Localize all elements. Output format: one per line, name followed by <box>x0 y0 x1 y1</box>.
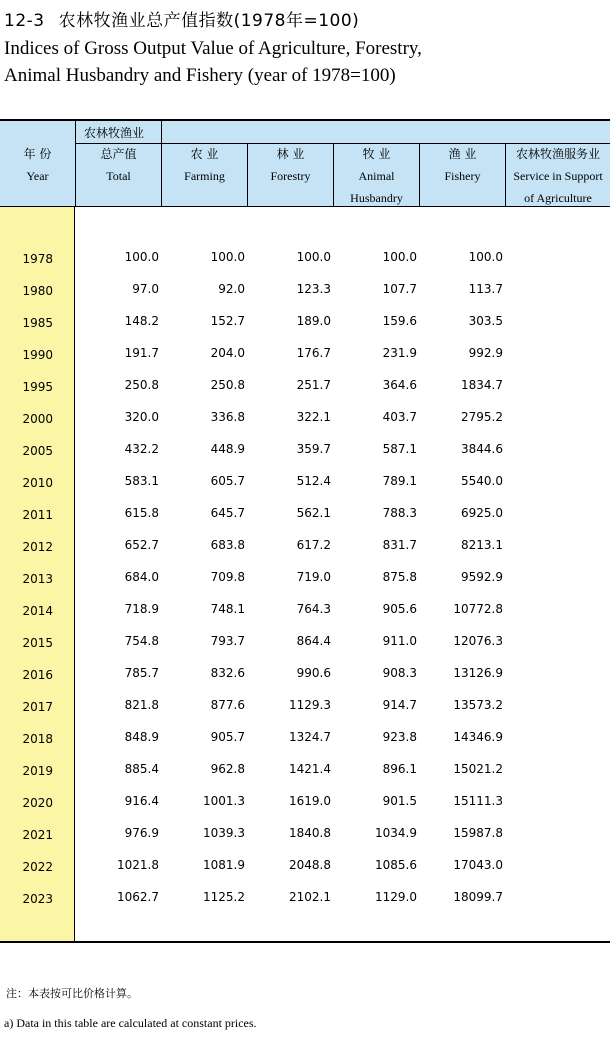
cell-farming: 100.0 <box>210 250 245 264</box>
cell-fishery: 113.7 <box>468 282 503 296</box>
cell-farming: 1039.3 <box>203 826 245 840</box>
table-number: 12-3 <box>4 11 45 31</box>
cell-fishery: 17043.0 <box>453 858 503 872</box>
cell-forestry: 1619.0 <box>289 794 331 808</box>
cell-forestry: 512.4 <box>296 474 331 488</box>
cell-forestry: 1421.4 <box>289 762 331 776</box>
cell-fishery: 15987.8 <box>453 826 503 840</box>
cell-farming: 832.6 <box>210 666 245 680</box>
cell-year: 1995 <box>22 380 53 394</box>
cell-animal-husbandry: 831.7 <box>382 538 417 552</box>
cell-total: 100.0 <box>124 250 159 264</box>
cell-forestry: 617.2 <box>296 538 331 552</box>
table-row <box>0 567 610 599</box>
cell-farming: 152.7 <box>210 314 245 328</box>
cell-animal-husbandry: 788.3 <box>382 506 417 520</box>
cell-year: 2023 <box>22 892 53 906</box>
cell-forestry: 990.6 <box>296 666 331 680</box>
cell-animal-husbandry: 107.7 <box>382 282 417 296</box>
header-total-cn: 总产值 <box>100 147 137 161</box>
header-year-en: Year <box>26 169 49 183</box>
cell-farming: 748.1 <box>210 602 245 616</box>
cell-fishery: 2795.2 <box>461 410 503 424</box>
cell-year: 2022 <box>22 860 53 874</box>
table-row <box>0 375 610 407</box>
header-animal-en2: Husbandry <box>350 191 403 205</box>
cell-fishery: 10772.8 <box>453 602 503 616</box>
cell-forestry: 359.7 <box>296 442 331 456</box>
cell-forestry: 100.0 <box>296 250 331 264</box>
cell-total: 615.8 <box>124 506 159 520</box>
header-service-en2: of Agriculture <box>524 191 592 205</box>
cell-year: 1980 <box>22 284 53 298</box>
cell-forestry: 764.3 <box>296 602 331 616</box>
cell-farming: 92.0 <box>218 282 245 296</box>
cell-animal-husbandry: 159.6 <box>382 314 417 328</box>
cell-year: 2015 <box>22 636 53 650</box>
table-row <box>0 791 610 823</box>
table-row <box>0 535 610 567</box>
header-total <box>76 121 162 207</box>
table-row <box>0 407 610 439</box>
cell-total: 848.9 <box>124 730 159 744</box>
cell-animal-husbandry: 905.6 <box>382 602 417 616</box>
cell-fishery: 8213.1 <box>461 538 503 552</box>
table-row <box>0 631 610 663</box>
cell-year: 2013 <box>22 572 53 586</box>
cell-animal-husbandry: 875.8 <box>382 570 417 584</box>
header-total-en: Total <box>106 169 131 183</box>
table-row <box>0 855 610 887</box>
cell-year: 2011 <box>22 508 53 522</box>
cell-farming: 1081.9 <box>203 858 245 872</box>
cell-total: 432.2 <box>124 442 159 456</box>
cell-fishery: 15111.3 <box>453 794 503 808</box>
cell-total: 1062.7 <box>117 890 159 904</box>
cell-year: 2021 <box>22 828 53 842</box>
cell-fishery: 13573.2 <box>453 698 503 712</box>
cell-animal-husbandry: 403.7 <box>382 410 417 424</box>
table-row <box>0 343 610 375</box>
header-service <box>506 143 610 207</box>
cell-animal-husbandry: 1129.0 <box>375 890 417 904</box>
cell-fishery: 100.0 <box>468 250 503 264</box>
cell-total: 583.1 <box>124 474 159 488</box>
note-cn: 注：本表按可比价格计算。 <box>6 987 138 1000</box>
header-forestry <box>248 143 334 207</box>
table-row <box>0 503 610 535</box>
table-row <box>0 471 610 503</box>
table-row <box>0 759 610 791</box>
cell-total: 821.8 <box>124 698 159 712</box>
header-service-cn: 农林牧渔服务业 <box>515 147 600 161</box>
header-fishery <box>420 143 506 207</box>
header-farming-en: Farming <box>184 169 225 183</box>
cell-forestry: 719.0 <box>296 570 331 584</box>
cell-forestry: 251.7 <box>296 378 331 392</box>
cell-farming: 1001.3 <box>203 794 245 808</box>
cell-total: 885.4 <box>124 762 159 776</box>
cell-total: 976.9 <box>124 826 159 840</box>
cell-total: 97.0 <box>132 282 159 296</box>
cell-total: 1021.8 <box>117 858 159 872</box>
cell-total: 754.8 <box>124 634 159 648</box>
cell-total: 684.0 <box>124 570 159 584</box>
cell-fishery: 303.5 <box>468 314 503 328</box>
cell-total: 250.8 <box>124 378 159 392</box>
header-animal <box>334 143 420 207</box>
cell-year: 2012 <box>22 540 53 554</box>
cell-forestry: 1324.7 <box>289 730 331 744</box>
table-header <box>0 119 610 207</box>
cell-animal-husbandry: 789.1 <box>382 474 417 488</box>
table-row <box>0 439 610 471</box>
cell-farming: 793.7 <box>210 634 245 648</box>
cell-animal-husbandry: 908.3 <box>382 666 417 680</box>
table-bottom-rule <box>0 941 610 943</box>
cell-farming: 877.6 <box>210 698 245 712</box>
cell-total: 785.7 <box>124 666 159 680</box>
cell-fishery: 992.9 <box>468 346 503 360</box>
cell-year: 1978 <box>22 252 53 266</box>
cell-year: 2016 <box>22 668 53 682</box>
cell-fishery: 15021.2 <box>453 762 503 776</box>
table-row <box>0 823 610 855</box>
table-row <box>0 247 610 279</box>
cell-farming: 1125.2 <box>203 890 245 904</box>
cell-total: 320.0 <box>124 410 159 424</box>
cell-animal-husbandry: 923.8 <box>382 730 417 744</box>
cell-fishery: 9592.9 <box>461 570 503 584</box>
cell-animal-husbandry: 364.6 <box>382 378 417 392</box>
note-en: a) Data in this table are calculated at constant prices. <box>4 1016 257 1030</box>
header-fishery-cn: 渔 业 <box>448 147 477 161</box>
cell-forestry: 2048.8 <box>289 858 331 872</box>
cell-total: 916.4 <box>124 794 159 808</box>
table-row <box>0 727 610 759</box>
table-row <box>0 599 610 631</box>
cell-forestry: 864.4 <box>296 634 331 648</box>
cell-year: 2018 <box>22 732 53 746</box>
cell-year: 2010 <box>22 476 53 490</box>
cell-forestry: 189.0 <box>296 314 331 328</box>
table-row <box>0 887 610 919</box>
cell-year: 2000 <box>22 412 53 426</box>
cell-fishery: 12076.3 <box>453 634 503 648</box>
cell-farming: 204.0 <box>210 346 245 360</box>
cell-farming: 336.8 <box>210 410 245 424</box>
cell-fishery: 5540.0 <box>461 474 503 488</box>
cell-fishery: 1834.7 <box>461 378 503 392</box>
cell-animal-husbandry: 587.1 <box>382 442 417 456</box>
cell-total: 148.2 <box>124 314 159 328</box>
cell-year: 1985 <box>22 316 53 330</box>
cell-forestry: 2102.1 <box>289 890 331 904</box>
cell-year: 2019 <box>22 764 53 778</box>
cell-year: 2014 <box>22 604 53 618</box>
header-group-cn: 农林牧渔业 <box>84 126 145 140</box>
cell-animal-husbandry: 100.0 <box>382 250 417 264</box>
table-row <box>0 311 610 343</box>
cell-animal-husbandry: 901.5 <box>382 794 417 808</box>
cell-year: 2017 <box>22 700 53 714</box>
cell-forestry: 176.7 <box>296 346 331 360</box>
cell-forestry: 123.3 <box>296 282 331 296</box>
cell-farming: 683.8 <box>210 538 245 552</box>
cell-forestry: 1840.8 <box>289 826 331 840</box>
cell-animal-husbandry: 1034.9 <box>375 826 417 840</box>
title-cn-text: 农林牧渔业总产值指数(1978年=100) <box>58 11 360 31</box>
header-service-en1: Service in Support <box>513 169 603 183</box>
cell-farming: 605.7 <box>210 474 245 488</box>
cell-animal-husbandry: 1085.6 <box>375 858 417 872</box>
cell-fishery: 18099.7 <box>453 890 503 904</box>
cell-fishery: 6925.0 <box>461 506 503 520</box>
cell-farming: 905.7 <box>210 730 245 744</box>
header-fishery-en: Fishery <box>444 169 481 183</box>
table-row <box>0 663 610 695</box>
header-forestry-cn: 林 业 <box>276 147 305 161</box>
cell-animal-husbandry: 231.9 <box>382 346 417 360</box>
cell-year: 2005 <box>22 444 53 458</box>
cell-year: 1990 <box>22 348 53 362</box>
header-year <box>0 121 76 207</box>
header-farming <box>162 143 248 207</box>
header-forestry-en: Forestry <box>270 169 311 183</box>
table-row <box>0 695 610 727</box>
cell-farming: 448.9 <box>210 442 245 456</box>
header-animal-en1: Animal <box>358 169 395 183</box>
cell-animal-husbandry: 911.0 <box>382 634 417 648</box>
cell-fishery: 13126.9 <box>453 666 503 680</box>
cell-forestry: 1129.3 <box>289 698 331 712</box>
table-title-cn <box>4 6 359 31</box>
cell-animal-husbandry: 914.7 <box>382 698 417 712</box>
cell-year: 2020 <box>22 796 53 810</box>
cell-fishery: 3844.6 <box>461 442 503 456</box>
cell-total: 652.7 <box>124 538 159 552</box>
cell-farming: 962.8 <box>210 762 245 776</box>
cell-animal-husbandry: 896.1 <box>382 762 417 776</box>
table-title-en-line1: Indices of Gross Output Value of Agriculture, Forestry, <box>4 38 422 59</box>
cell-total: 191.7 <box>124 346 159 360</box>
cell-farming: 250.8 <box>210 378 245 392</box>
table-title-en-line2: Animal Husbandry and Fishery (year of 1978=100) <box>4 65 396 86</box>
cell-forestry: 562.1 <box>296 506 331 520</box>
cell-fishery: 14346.9 <box>453 730 503 744</box>
table-row <box>0 279 610 311</box>
cell-total: 718.9 <box>124 602 159 616</box>
header-year-cn: 年 份 <box>23 147 52 161</box>
cell-farming: 709.8 <box>210 570 245 584</box>
header-farming-cn: 农 业 <box>190 147 219 161</box>
header-animal-cn: 牧 业 <box>362 147 391 161</box>
cell-forestry: 322.1 <box>296 410 331 424</box>
cell-farming: 645.7 <box>210 506 245 520</box>
